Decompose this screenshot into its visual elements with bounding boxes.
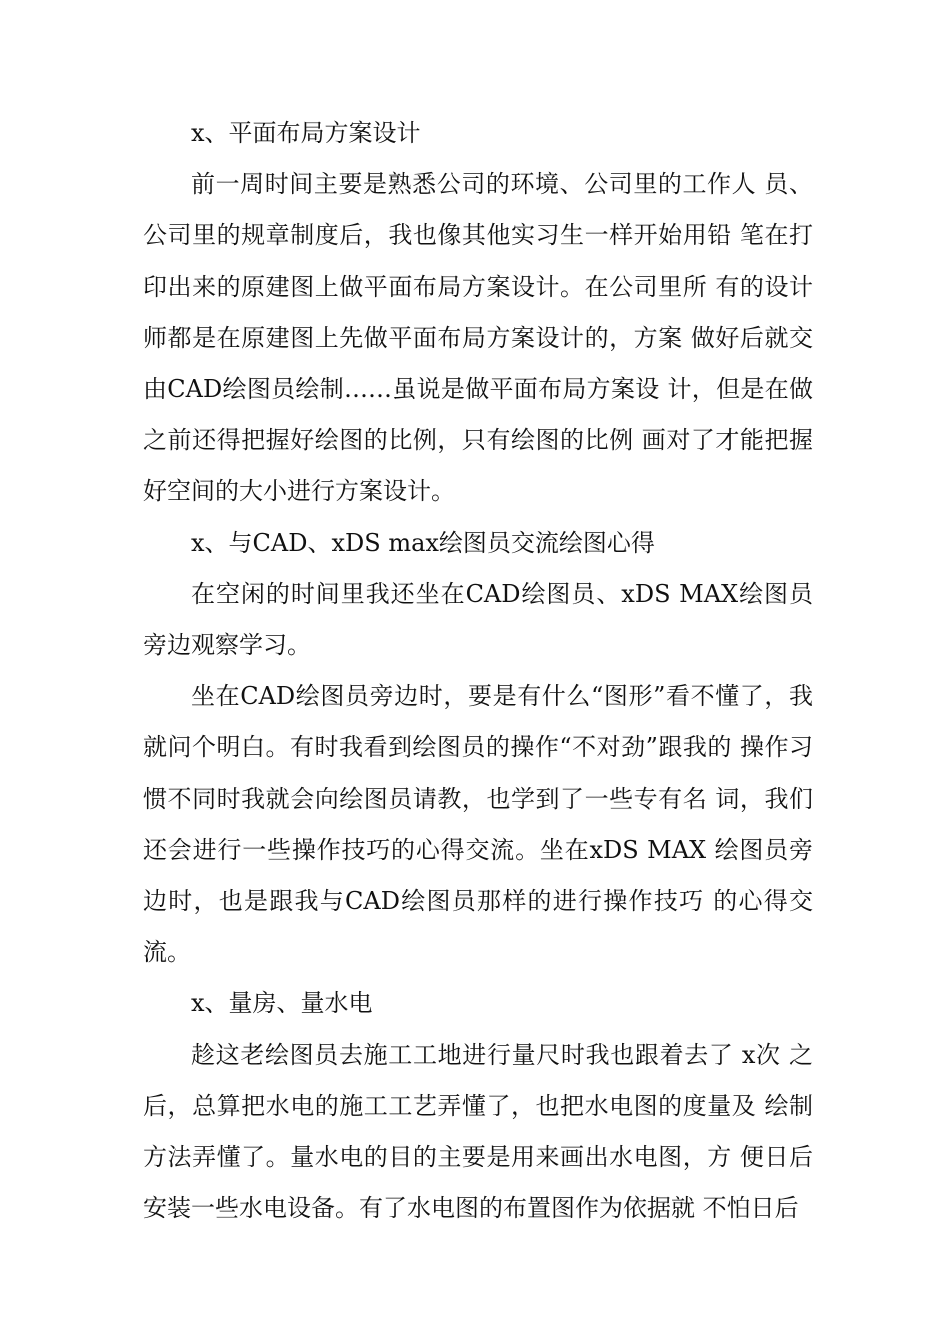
paragraph-measure-room: 趁这老绘图员去施工工地进行量尺时我也跟着去了 x次 之后，总算把水电的施工工艺弄懂了，也把水电图的度量及 绘制方法弄懂了。量水电的目的主要是用来画出水电图，方 便日后安装一些水电设备。有了水电图的布置图作为依据就 不怕日后 [143, 1040, 813, 1223]
section-heading-cad-exchange: x、与CAD、xDS max绘图员交流绘图心得 [191, 528, 655, 557]
paragraph-cad-learning: 坐在CAD绘图员旁边时，要是有什么“图形”看不懂了，我就问个明白。有时我看到绘图员的操作“不对劲”跟我的 操作习惯不同时我就会向绘图员请教，也学到了一些专有名 词，我们还会进行一些操作技巧的心得交流。坐在xDS MAX 绘图员旁边时，也是跟我与CAD绘图员那样的进行操作技巧 的心得交流。 [143, 682, 813, 967]
document-body [143, 108, 813, 1234]
section-heading-layout-design: x、平面布局方案设计 [191, 119, 421, 147]
paragraph-cad-observe: 在空闲的时间里我还坐在CAD绘图员、xDS MAX绘图员 旁边观察学习。 [143, 579, 813, 660]
paragraph-layout-design: 前一周时间主要是熟悉公司的环境、公司里的工作人 员、公司里的规章制度后，我也像其他实习生一样开始用铅 笔在打印出来的原建图上做平面布局方案设计。在公司里所 有的设计师都是在原建图上先做平面布局方案设计的，方案 做好后就交由CAD绘图员绘制……虽说是做平面布局方案设 计，但是在做之前还得把握好绘图的比例，只有绘图的比例 画对了才能把握好空间的大小进行方案设计。 [143, 170, 813, 506]
section-heading-measure-room: x、量房、量水电 [191, 989, 373, 1018]
